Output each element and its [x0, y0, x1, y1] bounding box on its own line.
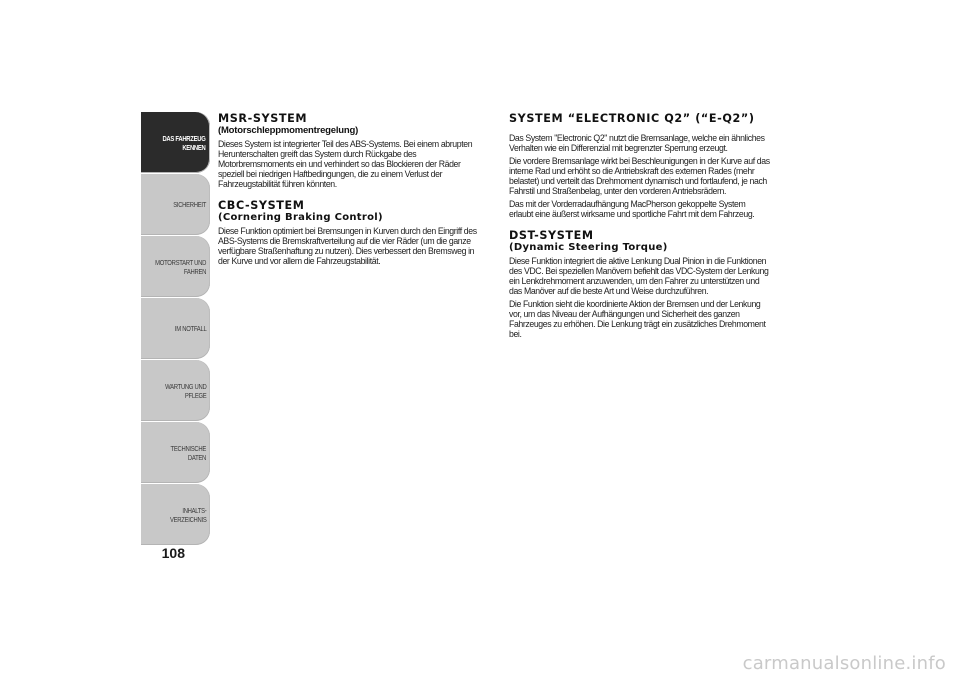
eq2-paragraph-2: Die vordere Bremsanlage wirkt bei Beschleunigungen in der Kurve auf das interne Rad und erhöht so die Antriebskraft des externen Rades (mehr belastet) und verteilt das Drehmoment dynamisch und fortlaufend, je nach Fahrstil und Straßenbelag, unter den vorderen Antriebsrädern.	[509, 156, 770, 196]
dst-heading: DST-SYSTEM	[509, 229, 594, 242]
tab-wartung-und-pflege[interactable]	[141, 360, 210, 421]
cbc-paragraph: Diese Funktion optimiert bei Bremsungen in Kurven durch den Eingriff des ABS-Systems die Bremskraftverteilung auf die vier Räder (um die ganze verfügbare Straßenhaftung zu nutzen). Dies verbessert den Bremsweg in der Kurve und vor allem die Fahrzeugstabilität.	[218, 226, 477, 266]
tab-label: SICHERHEIT	[173, 200, 206, 209]
tab-label: IM NOTFALL	[174, 324, 206, 333]
watermark: carmanualsonline.info	[742, 653, 946, 674]
tab-label: TECHNISCHE DATEN	[170, 443, 206, 462]
tab-das-fahrzeug-kennen[interactable]	[141, 112, 210, 173]
msr-subheading: (Motorschleppmomentregelung)	[218, 125, 359, 136]
dst-paragraph-1: Diese Funktion integriert die aktive Lenkung Dual Pinion in die Funktionen des VDC. Bei speziellen Manövern befiehlt das VDC-System der Lenkung ein Lenkdrehmoment anzuwenden, um den Fahrer zu unterstützen und das Manöver auf die beste Art und Weise durchzuführen.	[509, 256, 769, 296]
dst-paragraph-2: Die Funktion sieht die koordinierte Aktion der Bremsen und der Lenkung vor, um das Niveau der Aufhängungen und Sicherheit des ganzen Fahrzeuges zu erhöhen. Die Lenkung trägt ein zusätzliches Drehmoment bei.	[509, 299, 766, 339]
tab-label: INHALTS- VERZEICHNIS	[169, 505, 206, 524]
tab-technische-daten[interactable]	[141, 422, 210, 483]
page-number: 108	[161, 545, 185, 561]
tab-label: WARTUNG UND PFLEGE	[164, 381, 206, 400]
tab-sicherheit[interactable]	[141, 174, 210, 235]
tab-label: MOTORSTART UND FAHREN	[155, 257, 206, 276]
tab-motorstart-und-fahren[interactable]	[141, 236, 210, 297]
eq2-paragraph-3: Das mit der Vorderradaufhängung MacPherson gekoppelte System erlaubt eine äußerst wirksame und sportliche Fahrt mit dem Fahrzeug.	[509, 199, 755, 219]
tab-im-notfall[interactable]	[141, 298, 210, 359]
cbc-subheading: (Cornering Braking Control)	[218, 212, 383, 223]
left-column	[218, 113, 490, 266]
right-column	[509, 113, 779, 339]
eq2-heading: SYSTEM “ELECTRONIC Q2” (“E-Q2”)	[509, 112, 755, 125]
cbc-heading: CBC-SYSTEM	[218, 199, 305, 212]
tab-label: DAS FAHRZEUG KENNEN	[162, 133, 206, 152]
tab-inhaltsverzeichnis[interactable]	[141, 484, 210, 545]
dst-subheading: (Dynamic Steering Torque)	[509, 242, 668, 253]
eq2-paragraph-1: Das System "Electronic Q2" nutzt die Bremsanlage, welche ein ähnliches Verhalten wie ein Differenzial mit begrenzter Sperrung erzeugt.	[509, 133, 765, 153]
msr-paragraph: Dieses System ist integrierter Teil des ABS-Systems. Bei einem abrupten Herunterschalten greift das System durch Rückgabe des Motorbremsmoments ein und verhindert so das Blockieren der Räder speziell bei niedrigen Haftbedingungen, die zu einem Verlust der Fahrzeugstabilität führen könnten.	[218, 139, 473, 189]
msr-heading: MSR-SYSTEM	[218, 112, 308, 125]
